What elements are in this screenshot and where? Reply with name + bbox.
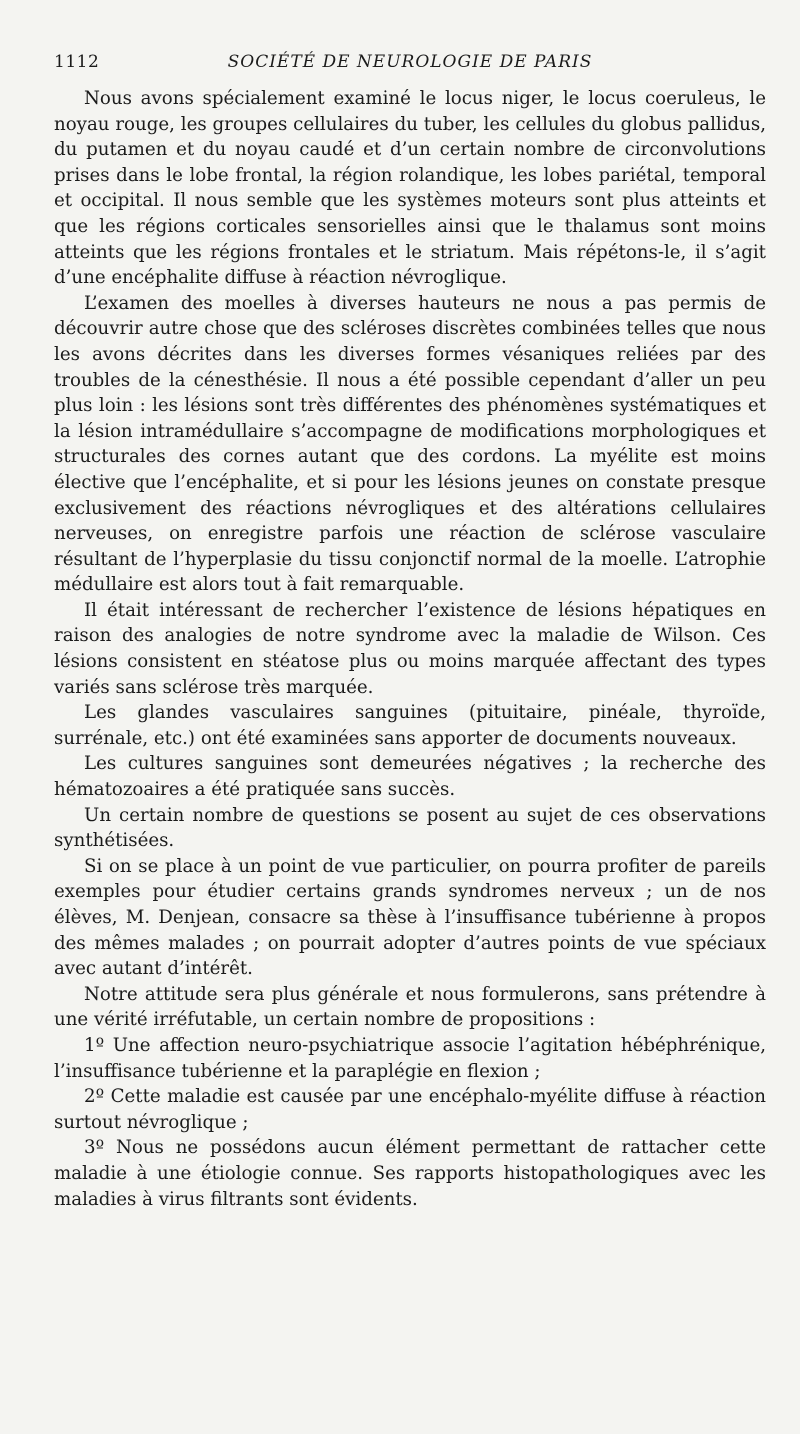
paragraph-questions: Un certain nombre de questions se posent au sujet de ces observations synthétisées. [54, 804, 766, 852]
proposition-3: 3º Nous ne possédons aucun élément permettant de rattacher cette maladie à une étiologie connue. Ses rapports histopathologiques avec les maladies à virus filtrants sont évidents. [54, 1137, 766, 1210]
journal-title: SOCIÉTÉ DE NEUROLOGIE DE PARIS [227, 52, 593, 72]
paragraph-lesion-sites: Nous avons spécialement examiné le locus niger, le locus coeruleus, le noyau rouge, les groupes cellulaires du tuber, les cellules du globus pallidus, du putamen et du noyau caudé et d’un certain nombre de circonvolutions prises dans le lobe frontal, la région rolandique, les lobes pariétal, temporal et occipital. Il nous semble que les systèmes moteurs sont plus atteints et que les régions corticales sensorielles ainsi que le thalamus sont moins atteints que les régions frontales et le striatum. Mais répétons-le, il s’agit d’une encéphalite diffuse à réaction névroglique. [54, 88, 766, 289]
running-head [54, 52, 766, 86]
paragraph-hepatic-lesions: Il était intéressant de rechercher l’existence de lésions hépatiques en raison des analogies de notre syndrome avec la maladie de Wilson. Ces lésions consistent en stéatose plus ou moins marquée affectant des types variés sans sclérose très marquée. [54, 599, 766, 698]
proposition-2: 2º Cette maladie est causée par une encéphalo-myélite diffuse à réaction surtout névroglique ; [54, 1086, 766, 1133]
paragraph-spinal-cord: L’examen des moelles à diverses hauteurs ne nous a pas permis de découvrir autre chose que des scléroses discrètes combinées telles que nous les avons décrites dans les diverses formes vésaniques reliées par des troubles de la cénesthésie. Il nous a été possible cependant d’aller un peu plus loin : les lésions sont très différentes des phénomènes systématiques et la lésion intramédullaire s’accompagne de modifications morphologiques et structurales des cornes autant que des cordons. La myélite est moins élective que l’encéphalite, et si pour les lésions jeunes on constate presque exclusivement des réactions névrogliques et des altérations cellulaires nerveuses, on enregistre parfois une réaction de sclérose vasculaire résultant de l’hyperplasie du tissu conjonctif normal de la moelle. L’atrophie médullaire est alors tout à fait remarquable. [54, 292, 766, 596]
page [54, 52, 766, 1212]
proposition-1: 1º Une affection neuro-psychiatrique associe l’agitation hébéphrénique, l’insuffisance tubérienne et la paraplégie en flexion ; [54, 1034, 766, 1082]
body-text [54, 86, 766, 1212]
paragraph-cultures: Les cultures sanguines sont demeurées négatives ; la recherche des hématozoaires a été pratiquée sans succès. [54, 753, 766, 801]
paragraph-propositions-intro: Notre attitude sera plus générale et nous formulerons, sans prétendre à une vérité irréfutable, un certain nombre de propositions : [54, 983, 766, 1031]
paragraph-glands: Les glandes vasculaires sanguines (pituitaire, pinéale, thyroïde, surrénale, etc.) ont été examinées sans apporter de documents nouveaux. [54, 702, 766, 749]
page-number: 1112 [54, 52, 100, 72]
paragraph-viewpoint: Si on se place à un point de vue particulier, on pourra profiter de pareils exemples pour étudier certains grands syndromes nerveux ; un de nos élèves, M. Denjean, consacre sa thèse à l’insuffisance tubérienne à propos des mêmes malades ; on pourrait adopter d’autres points de vue spéciaux avec autant d’intérêt. [54, 855, 766, 980]
